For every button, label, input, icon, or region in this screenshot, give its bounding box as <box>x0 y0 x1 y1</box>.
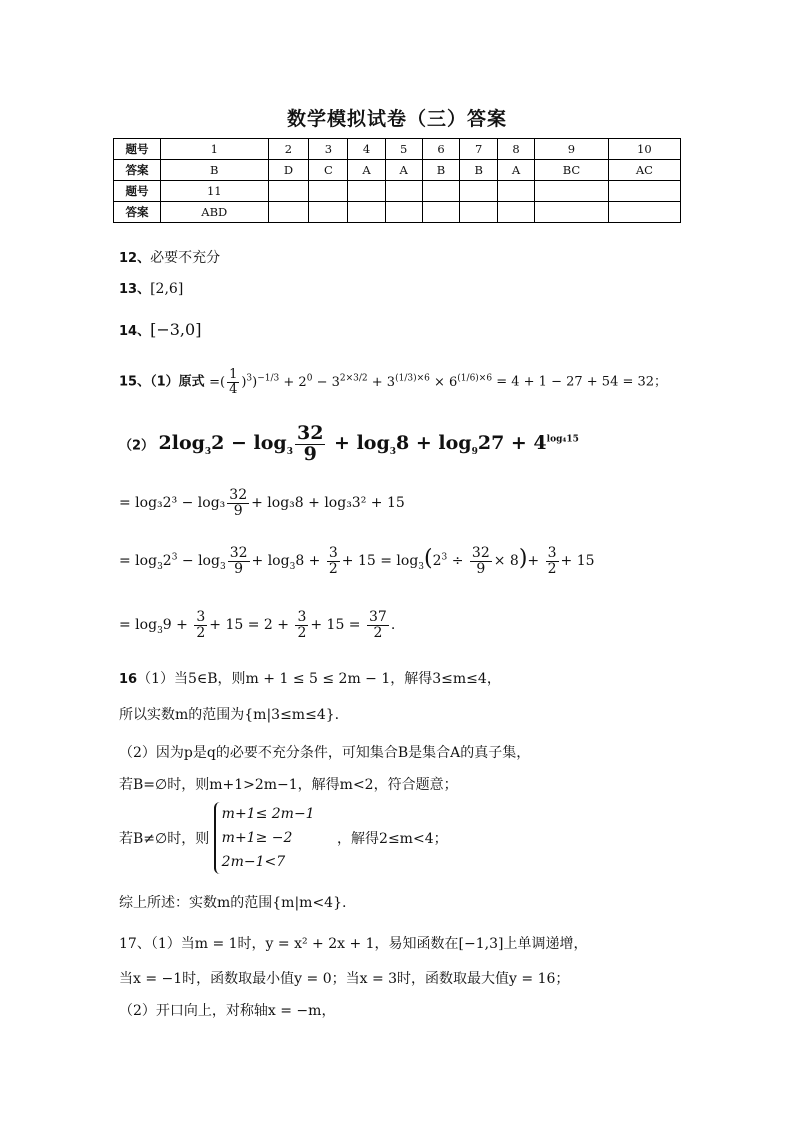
table-cell: C <box>309 160 348 181</box>
formula-text: = log₃2³ − log₃ <box>119 495 226 512</box>
table-cell: BC <box>535 160 609 181</box>
table-cell <box>309 202 348 223</box>
answer-text: 必要不充分 <box>150 250 221 266</box>
answer-text: ，解得2≤m<4； <box>337 831 448 847</box>
table-cell: 5 <box>385 139 422 160</box>
table-cell <box>385 181 422 202</box>
row-header: 题号 <box>114 181 161 202</box>
question-number: 16 <box>119 672 138 687</box>
table-cell <box>422 181 460 202</box>
table-cell: ABD <box>161 202 269 223</box>
table-cell: 9 <box>535 139 609 160</box>
table-cell <box>309 181 348 202</box>
question-number: 15、 <box>119 374 151 390</box>
question-number: 12、 <box>119 251 151 266</box>
table-cell <box>422 202 460 223</box>
table-cell: A <box>498 160 535 181</box>
answer-14 <box>119 320 201 339</box>
table-cell: 3 <box>309 139 348 160</box>
row-header: 答案 <box>114 202 161 223</box>
formula-text: + log₃8 + log₃3² + 15 <box>251 495 405 512</box>
table-cell <box>608 181 680 202</box>
answer-text: [−3,0] <box>150 320 202 339</box>
table-cell: A <box>385 160 422 181</box>
answer-table <box>113 138 681 223</box>
answer-15-part-2 <box>119 424 579 465</box>
answer-12 <box>119 247 220 267</box>
answer-text: 若B≠∅时，则 <box>119 831 210 847</box>
table-cell <box>460 202 498 223</box>
table-row <box>114 160 681 181</box>
answer-15-part-1 <box>119 368 667 396</box>
table-cell <box>608 202 680 223</box>
table-cell <box>268 181 309 202</box>
table-cell <box>498 202 535 223</box>
table-cell <box>268 202 309 223</box>
formula-text: . <box>390 617 396 634</box>
table-cell: B <box>422 160 460 181</box>
table-cell <box>535 181 609 202</box>
table-cell: B <box>460 160 498 181</box>
table-cell: 4 <box>348 139 385 160</box>
row-header: 题号 <box>114 139 161 160</box>
answer-16-line-1 <box>119 668 501 688</box>
table-cell <box>348 202 385 223</box>
answer-17-line-3: （2）开口向上，对称轴x = −m， <box>119 1003 336 1019</box>
table-cell <box>498 181 535 202</box>
formula-line-3: = $\log_39$ + $\frac{3}{2}$ + 15 = 2 + $\frac{3}{2}$ + 15 = $\frac{37}{2}$ . <box>119 609 396 641</box>
part-label: （2） <box>119 438 155 454</box>
row-header: 答案 <box>114 160 161 181</box>
inequality: m+1≤ 2m−1 <box>221 806 315 822</box>
answer-16-line-2: 所以实数m的范围为{m|3≤m≤4}. <box>119 707 340 723</box>
table-cell: 7 <box>460 139 498 160</box>
table-cell <box>348 181 385 202</box>
answer-17-line-2: 当x = −1时，函数取最小值y = 0；当x = 3时，函数取最大值y = 16； <box>119 971 570 987</box>
answer-text: （1）当5∈B，则m + 1 ≤ 5 ≤ 2m − 1，解得3≤m≤4， <box>137 671 501 687</box>
fraction: $\frac{32}{9}$ <box>229 487 248 519</box>
table-cell: B <box>161 160 269 181</box>
table-cell <box>385 202 422 223</box>
table-row <box>114 181 681 202</box>
formula-line-1 <box>119 488 405 518</box>
table-cell: A <box>348 160 385 181</box>
answer-17-line-1: 17、（1）当m = 1时，y = x² + 2x + 1，易知函数在[−1,3]上单调递增， <box>119 936 588 952</box>
table-cell: 2 <box>268 139 309 160</box>
inequality-system <box>214 802 315 874</box>
table-cell <box>460 181 498 202</box>
page-title: 数学模拟试卷（三）答案 <box>286 108 507 130</box>
formula-15-2: $2\log_32 - \log_3$ $\frac{32}{9}$ + $\log_38 + \log_927 + 4^{log_415}$ <box>158 422 579 465</box>
answer-text: [2,6] <box>150 281 184 297</box>
answer-16-line-6: 综上所述：实数m的范围{m|m<4}. <box>119 895 347 911</box>
formula-15-1: =( $\frac{1}{4}$ )$^3)^{-1/3} + 2^0 - 3^{2\times 3/2} + 3^{(1/3)\times 6} \times 6^{(1/6)\times 6}$ <box>209 367 493 397</box>
table-row <box>114 202 681 223</box>
question-number: 14、 <box>119 324 151 339</box>
question-number: 13、 <box>119 282 151 297</box>
table-cell: 11 <box>161 181 269 202</box>
inequality: 2m−1<7 <box>221 854 286 870</box>
answer-13 <box>119 278 183 297</box>
table-cell <box>535 202 609 223</box>
formula-result: = 4 + 1 − 27 + 54 = 32； <box>496 374 668 390</box>
table-cell: AC <box>608 160 680 181</box>
table-cell: 8 <box>498 139 535 160</box>
table-row <box>114 139 681 160</box>
part-label: （1）原式 <box>150 374 205 390</box>
inequality: m+1≥ −2 <box>221 830 293 846</box>
table-cell: 6 <box>422 139 460 160</box>
table-cell: D <box>268 160 309 181</box>
formula-line-2: = $\log_32^3 - \log_3$ $\frac{32}{9}$ + $\log_38$ + $\frac{3}{2}$ + $15 = \log_3(2^3$ ÷ $\frac{32}{9}$ × 8)+ $\frac{3}{2}$ + 15 <box>119 545 595 577</box>
answer-16-line-4: 若B=∅时，则m+1>2m−1，解得m<2，符合题意； <box>119 777 458 793</box>
table-cell: 10 <box>608 139 680 160</box>
answer-16-line-5 <box>119 802 448 874</box>
table-cell: 1 <box>161 139 269 160</box>
answer-16-line-3: （2）因为p是q的必要不充分条件，可知集合B是集合A的真子集， <box>119 745 531 761</box>
